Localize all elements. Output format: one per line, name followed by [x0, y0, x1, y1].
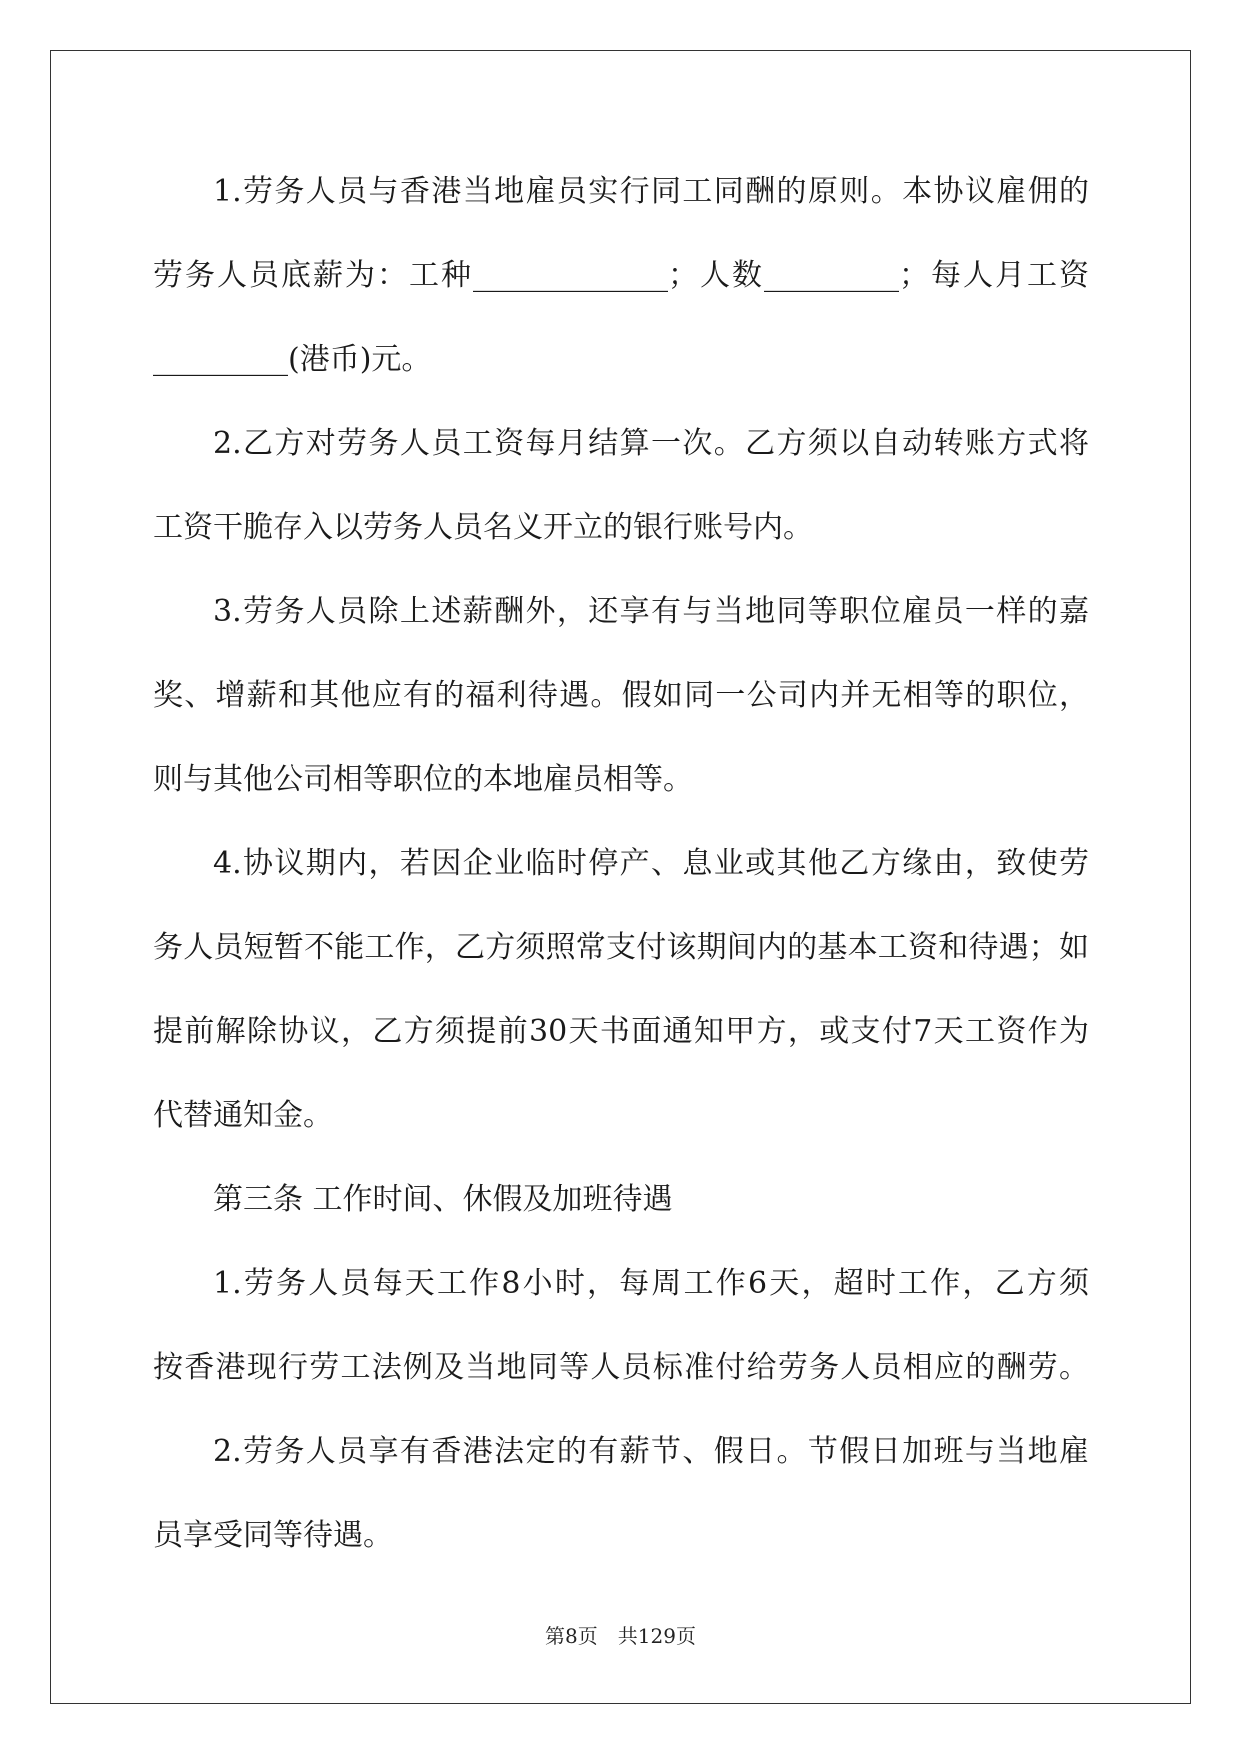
paragraph-line: 4.协议期内，若因企业临时停产、息业或其他乙方缘由，致使劳 — [213, 846, 1089, 881]
paragraph-line: 工资干脆存入以劳务人员名义开立的银行账号内。 — [153, 510, 813, 545]
section-heading: 第三条 工作时间、休假及加班待遇 — [213, 1182, 673, 1217]
paragraph-line: 劳务人员底薪为：工种_____________；人数_________；每人月工资 — [153, 258, 1089, 293]
paragraph-line: 提前解除协议，乙方须提前30天书面通知甲方，或支付7天工资作为 — [153, 1014, 1089, 1049]
paragraph-line: 务人员短暂不能工作，乙方须照常支付该期间内的基本工资和待遇；如 — [153, 930, 1089, 965]
document-body — [153, 160, 1089, 1588]
page-number: 第8页 共129页 — [545, 1624, 696, 1648]
paragraph-line: 2.乙方对劳务人员工资每月结算一次。乙方须以自动转账方式将 — [213, 426, 1089, 461]
paragraph-line: 员享受同等待遇。 — [153, 1518, 393, 1553]
paragraph-line: 按香港现行劳工法例及当地同等人员标准付给劳务人员相应的酬劳。 — [153, 1350, 1089, 1385]
paragraph-line: 3.劳务人员除上述薪酬外，还享有与当地同等职位雇员一样的嘉 — [213, 594, 1089, 629]
paragraph-line: _________(港币)元。 — [153, 342, 432, 377]
paragraph-line: 代替通知金。 — [153, 1098, 333, 1133]
paragraph-line: 1.劳务人员与香港当地雇员实行同工同酬的原则。本协议雇佣的 — [213, 174, 1089, 209]
paragraph-line: 则与其他公司相等职位的本地雇员相等。 — [153, 762, 693, 797]
paragraph-line: 1.劳务人员每天工作8小时，每周工作6天，超时工作，乙方须 — [213, 1266, 1089, 1301]
paragraph-line: 奖、增薪和其他应有的福利待遇。假如同一公司内并无相等的职位， — [153, 678, 1089, 713]
paragraph-line: 2.劳务人员享有香港法定的有薪节、假日。节假日加班与当地雇 — [213, 1434, 1089, 1469]
